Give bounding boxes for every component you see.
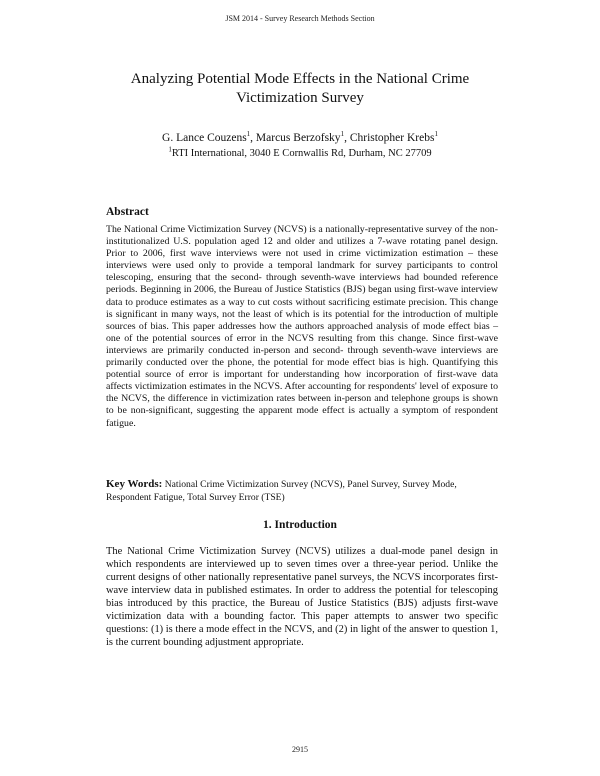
author-separator: , [344,132,350,144]
author-name: G. Lance Couzens [162,132,247,144]
author-name: Christopher Krebs [349,132,435,144]
affiliation-mark: 1 [168,145,172,154]
paper-title: Analyzing Potential Mode Effects in the National Crime Victimization Survey [130,71,470,106]
affiliation-text: RTI International, 3040 E Cornwallis Rd, Durham, NC 27709 [171,148,432,159]
page-number: 2915 [292,745,308,754]
author-list [60,131,540,146]
author-separator: , [250,132,256,144]
running-head: JSM 2014 - Survey Research Methods Section [225,14,375,23]
author-affiliation-mark: 1 [434,130,438,139]
keywords-label: Key Words: [106,478,163,490]
section-heading-introduction: 1. Introduction [263,519,337,531]
keywords [106,478,498,504]
abstract-body: The National Crime Victimization Survey (NCVS) is a nationally-representative survey of the non-institutionalized U.S. population aged 12 and older and utilizes a 7-wave rotating panel design. Prior to 2006, first wave interviews were not used in crime victimization estimation – these interviews were used only to provide a temporal landmark for survey participants to control telescoping, ensuring that the second- through seventh-wave interviews had bounded reference periods. Beginning in 2006, the Bureau of Justice Statistics (BJS) began using first-wave interview data to produce estimates as a way to cut costs without sacrificing estimate precision. This change is significant in many ways, not the least of which is its potential for the introduction of multiple sources of bias. This paper addresses how the authors approached analysis of mode effect bias – one of the potential sources of error in the NCVS resulting from this change. Since first-wave interviews are primarily conducted in-person and second- through seventh-wave interviews are primarily conducted over the phone, the potential for mode effect bias is high. Quantifying this potential source of error is important for understanding how incorporation of first-wave data affects victimization estimates in the NCVS. After accounting for respondents' level of exposure to the NCVS, the difference in victimization rates between in-person and telephone groups is shown to be non-significant, suggesting the apparent mode effect is actually a symptom of respondent fatigue. [106,224,498,429]
author-name: Marcus Berzofsky [255,132,341,144]
introduction-body: The National Crime Victimization Survey (NCVS) utilizes a dual-mode panel design in which respondents are interviewed up to seven times over a three-year period. Unlike the current designs of other nationally representative panel surveys, the NCVS incorporates first-wave interview data in published estimates. In order to address the potential for telescoping bias introduced by this practice, the Bureau of Justice Statistics (BJS) adjusts first-wave victimization data with a bounding factor. This paper attempts to answer two specific questions: (1) is there a mode effect in the NCVS, and (2) in light of the answer to question 1, is the current bounding adjustment appropriate. [106,546,498,649]
author-affiliation-mark: 1 [246,130,251,139]
keywords-text: National Crime Victimization Survey (NCVS), Panel Survey, Survey Mode, Respondent Fatigue, Total Survey Error (TSE) [106,479,457,503]
abstract-heading: Abstract [106,206,149,218]
author-affiliation-mark: 1 [340,130,345,139]
affiliation [60,147,540,161]
